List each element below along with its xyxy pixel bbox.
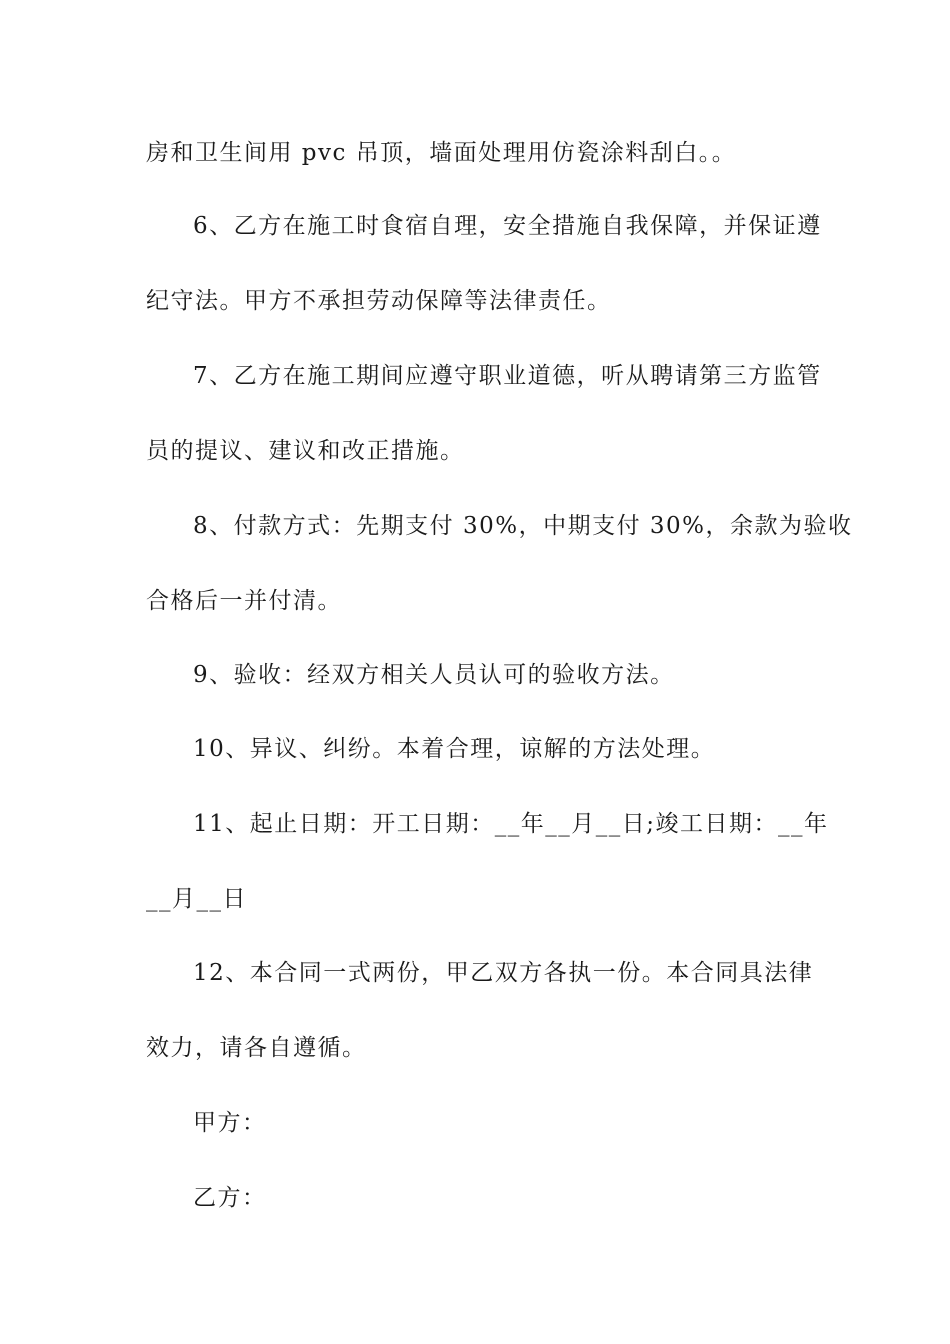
clause-6-line-2: 纪守法。甲方不承担劳动保障等法律责任。 — [146, 288, 612, 314]
clause-11-line-2: __月__日 — [146, 886, 247, 912]
clause-9: 9、验收：经双方相关人员认可的验收方法。 — [193, 662, 675, 688]
clause-6-line-1: 6、乙方在施工时食宿自理，安全措施自我保障，并保证遵 — [193, 213, 822, 239]
party-b-signature-label: 乙方： — [193, 1185, 267, 1211]
clause-12-line-2: 效力，请各自遵循。 — [146, 1035, 367, 1061]
clause-7-line-1: 7、乙方在施工期间应遵守职业道德，听从聘请第三方监管 — [193, 363, 822, 389]
clause-8-line-2: 合格后一并付清。 — [146, 588, 342, 614]
clause-7-line-2: 员的提议、建议和改正措施。 — [146, 438, 465, 464]
clause-11-line-1: 11、起止日期：开工日期：__年__月__日;竣工日期：__年 — [193, 811, 829, 837]
party-a-signature-label: 甲方： — [193, 1110, 267, 1136]
clause-12-line-1: 12、本合同一式两份，甲乙双方各执一份。本合同具法律 — [193, 960, 814, 986]
text-line-1: 房和卫生间用 pvc 吊顶，墙面处理用仿瓷涂料刮白。。 — [146, 140, 737, 166]
clause-10: 10、异议、纠纷。本着合理，谅解的方法处理。 — [193, 736, 716, 762]
clause-8-line-1: 8、付款方式：先期支付 30%，中期支付 30%，余款为验收 — [193, 513, 853, 539]
